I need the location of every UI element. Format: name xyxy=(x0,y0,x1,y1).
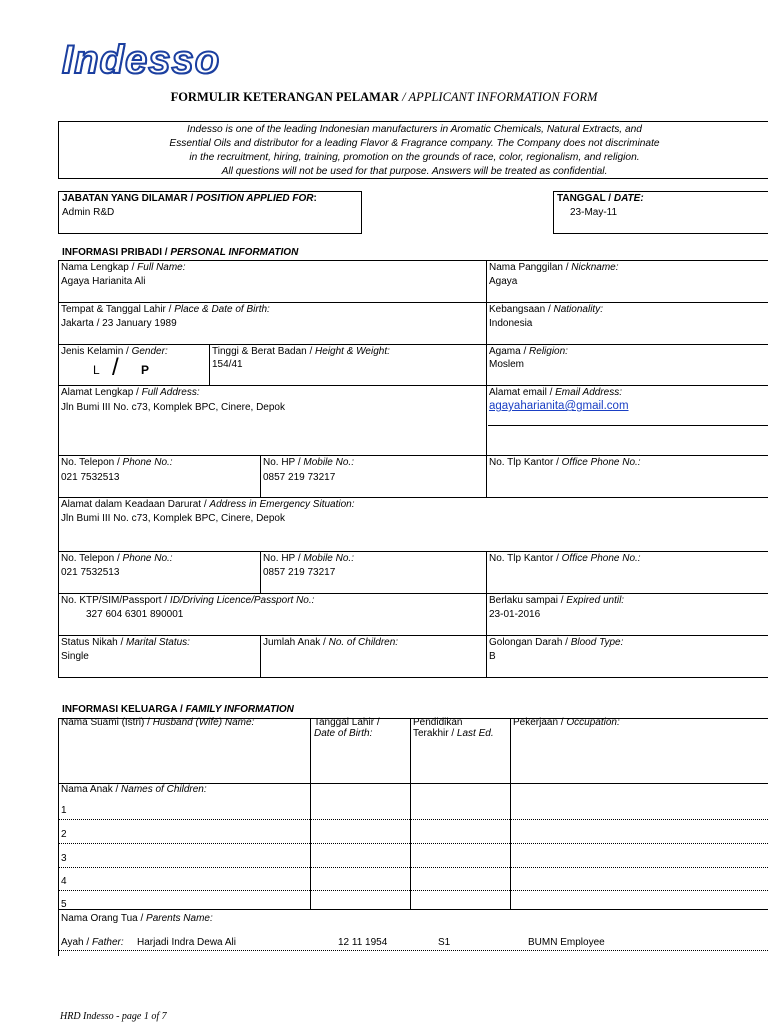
father-dob-value[interactable]: 12 11 1954 xyxy=(338,937,388,948)
date-value[interactable]: 23-May-11 xyxy=(570,207,618,218)
position-value[interactable]: Admin R&D xyxy=(62,207,115,218)
father-education-value[interactable]: S1 xyxy=(438,937,451,948)
indesso-logo: Indesso xyxy=(62,38,221,82)
religion-label: Agama / Religion: xyxy=(489,346,568,357)
emergency-phone-label: No. Telepon / Phone No.: xyxy=(61,553,173,564)
spouse-education-column: Pendidikan Terakhir / Last Ed. xyxy=(413,717,494,739)
father-label: Ayah / Father: xyxy=(61,937,124,948)
emergency-phone-value[interactable]: 021 7532513 xyxy=(61,567,120,578)
emergency-address-value[interactable]: Jln Bumi III No. c73, Komplek BPC, Cinere, Depok xyxy=(61,513,285,524)
emergency-office-label: No. Tlp Kantor / Office Phone No.: xyxy=(489,553,641,564)
id-number-label: No. KTP/SIM/Passport / ID/Driving Licence/Passport No.: xyxy=(61,595,315,606)
mobile-label: No. HP / Mobile No.: xyxy=(263,457,354,468)
intro-statement: Indesso is one of the leading Indonesian manufacturers in Aromatic Chemicals, Natural Extracts, and Essential Oils and distributor for a leading Flavor & Fragrance company. The Company does not discriminate in the recruitment, hiring, training, promotion on the grounds of race, color, regionalism, and religion. All questions will not be used for that purpose. Answers will be treated as confidential. xyxy=(58,121,768,179)
height-weight-label: Tinggi & Berat Badan / Height & Weight: xyxy=(212,346,390,357)
spouse-occupation-column: Pekerjaan / Occupation: xyxy=(513,717,620,728)
spouse-name-column: Nama Suami (Istri) / Husband (Wife) Name: xyxy=(61,717,255,728)
children-count-label: Jumlah Anak / No. of Children: xyxy=(263,637,399,648)
mobile-value[interactable]: 0857 219 73217 xyxy=(263,472,336,483)
expiry-value[interactable]: 23-01-2016 xyxy=(489,609,541,620)
phone-value[interactable]: 021 7532513 xyxy=(61,472,120,483)
child-number: 3 xyxy=(61,853,67,864)
gender-option-l[interactable]: L xyxy=(93,363,100,377)
children-names-label: Nama Anak / Names of Children: xyxy=(61,784,207,795)
date-label: TANGGAL / DATE: xyxy=(557,193,644,204)
position-label: JABATAN YANG DILAMAR / POSITION APPLIED FOR: xyxy=(62,193,317,204)
email-value[interactable]: agayaharianita@gmail.com xyxy=(489,400,629,412)
gender-separator: / xyxy=(112,354,119,381)
marital-label: Status Nikah / Marital Status: xyxy=(61,637,190,648)
birth-label: Tempat & Tanggal Lahir / Place & Date of Birth: xyxy=(61,304,270,315)
nickname-label: Nama Panggilan / Nickname: xyxy=(489,262,619,273)
gender-option-p[interactable]: P xyxy=(141,363,150,377)
family-info-header: INFORMASI KELUARGA / FAMILY INFORMATION xyxy=(62,704,294,715)
parents-name-label: Nama Orang Tua / Parents Name: xyxy=(61,913,213,924)
office-phone-label: No. Tlp Kantor / Office Phone No.: xyxy=(489,457,641,468)
personal-info-header: INFORMASI PRIBADI / PERSONAL INFORMATION xyxy=(62,247,299,258)
spouse-dob-column: Tanggal Lahir / Date of Birth: xyxy=(314,717,380,739)
child-number: 2 xyxy=(61,829,67,840)
phone-label: No. Telepon / Phone No.: xyxy=(61,457,173,468)
expiry-label: Berlaku sampai / Expired until: xyxy=(489,595,625,606)
emergency-mobile-label: No. HP / Mobile No.: xyxy=(263,553,354,564)
child-number: 5 xyxy=(61,899,67,910)
father-occupation-value[interactable]: BUMN Employee xyxy=(528,937,605,948)
marital-value[interactable]: Single xyxy=(61,651,89,662)
page-footer: HRD Indesso - page 1 of 7 xyxy=(60,1011,167,1022)
birth-value[interactable]: Jakarta / 23 January 1989 xyxy=(61,318,177,329)
nationality-label: Kebangsaan / Nationality: xyxy=(489,304,603,315)
emergency-mobile-value[interactable]: 0857 219 73217 xyxy=(263,567,336,578)
child-number: 4 xyxy=(61,876,67,887)
emergency-address-label: Alamat dalam Keadaan Darurat / Address in Emergency Situation: xyxy=(61,499,355,510)
religion-value[interactable]: Moslem xyxy=(489,359,525,370)
nickname-value[interactable]: Agaya xyxy=(489,276,518,287)
blood-type-label: Golongan Darah / Blood Type: xyxy=(489,637,624,648)
height-weight-value[interactable]: 154/41 xyxy=(212,359,243,370)
nationality-value[interactable]: Indonesia xyxy=(489,318,533,329)
address-value[interactable]: Jln Bumi III No. c73, Komplek BPC, Cinere, Depok xyxy=(61,402,285,413)
blood-type-value[interactable]: B xyxy=(489,651,496,662)
id-number-value[interactable]: 327 604 6301 890001 xyxy=(86,609,184,620)
address-label: Alamat Lengkap / Full Address: xyxy=(61,387,200,398)
full-name-label: Nama Lengkap / Full Name: xyxy=(61,262,186,273)
form-title: FORMULIR KETERANGAN PELAMAR / APPLICANT INFORMATION FORM xyxy=(170,90,598,104)
father-name-value[interactable]: Harjadi Indra Dewa Ali xyxy=(137,937,236,948)
email-label: Alamat email / Email Address: xyxy=(489,387,623,398)
gender-label: Jenis Kelamin / Gender: xyxy=(61,346,168,357)
full-name-value[interactable]: Agaya Harianita Ali xyxy=(61,276,146,287)
child-number: 1 xyxy=(61,805,67,816)
